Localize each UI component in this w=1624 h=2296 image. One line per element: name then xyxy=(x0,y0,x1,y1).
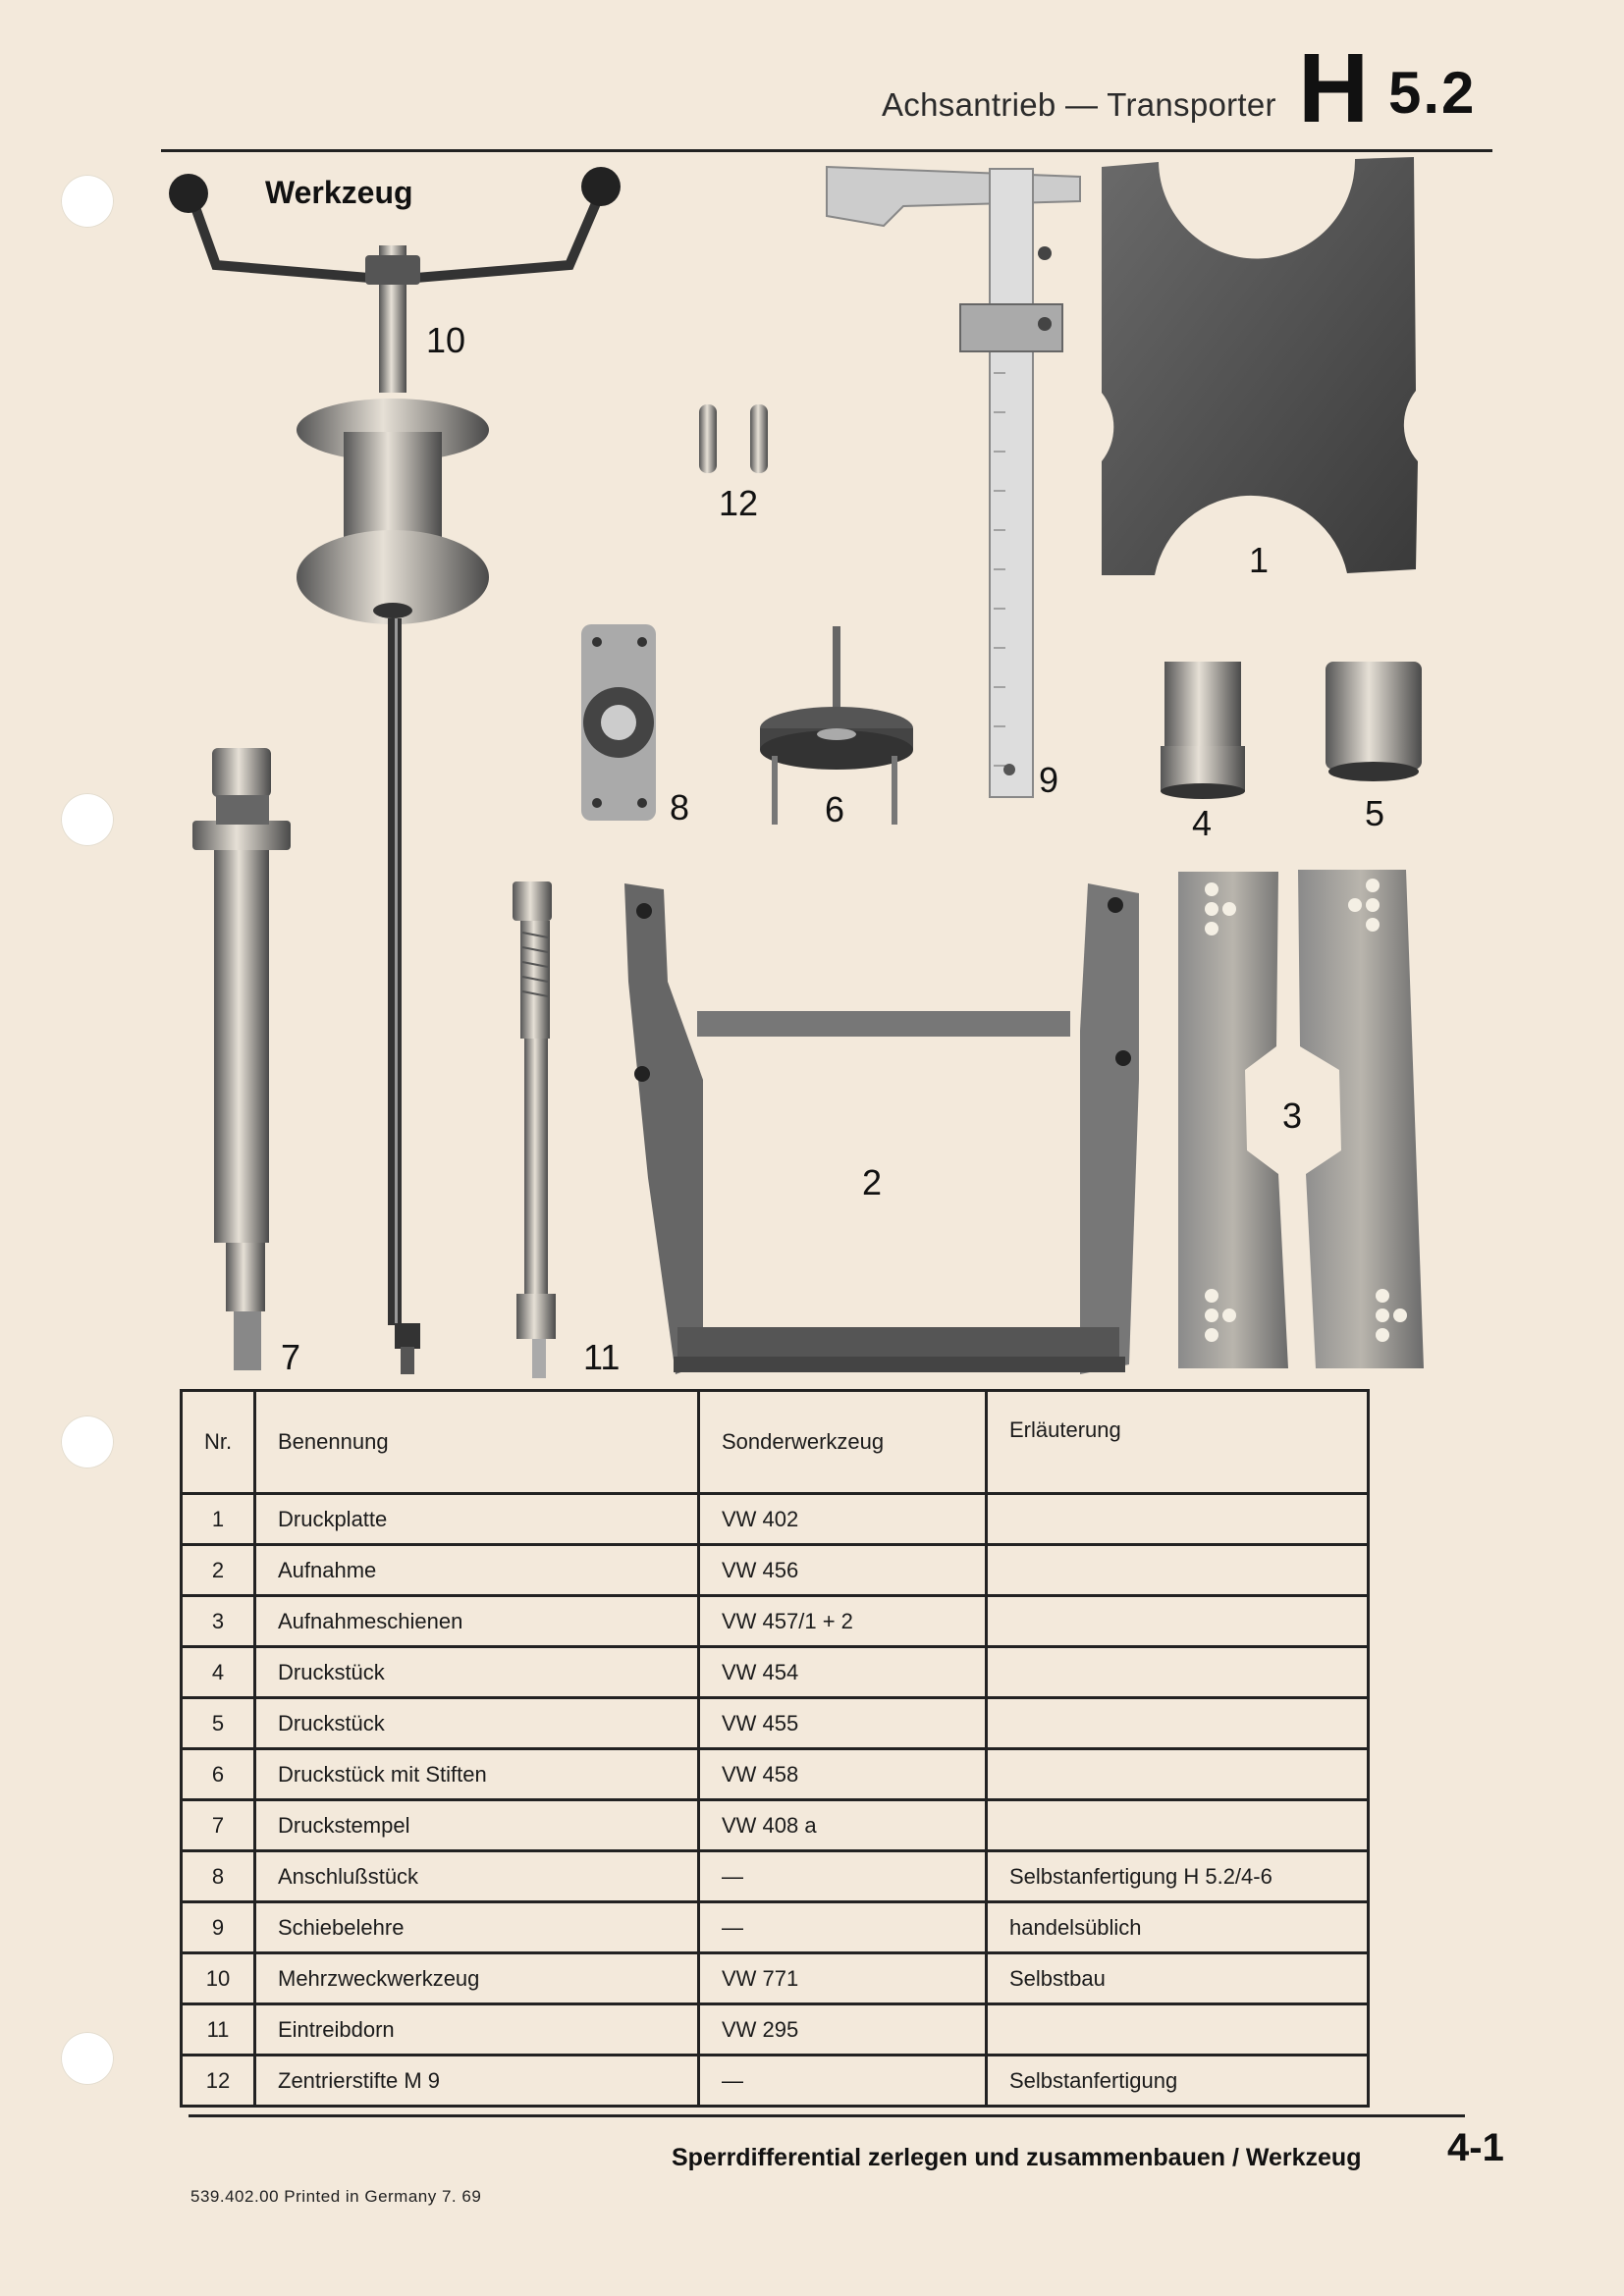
cell-benennung: Druckstück mit Stiften xyxy=(255,1749,699,1800)
cell-sonderwerkzeug: — xyxy=(699,1902,987,1953)
cell-sonderwerkzeug: VW 402 xyxy=(699,1494,987,1545)
label-tool-8: 8 xyxy=(670,787,690,828)
header-nr: Nr. xyxy=(182,1391,255,1494)
tool-7-pressure-ram xyxy=(192,748,291,1370)
cell-erlaeuterung: handelsüblich xyxy=(987,1902,1369,1953)
cell-benennung: Eintreibdorn xyxy=(255,2004,699,2056)
punch-hole xyxy=(61,2032,114,2085)
cell-erlaeuterung xyxy=(987,1545,1369,1596)
parts-table xyxy=(180,1389,1370,2108)
cell-sonderwerkzeug: VW 454 xyxy=(699,1647,987,1698)
table-row xyxy=(182,1902,1369,1953)
table-row xyxy=(182,1953,1369,2004)
label-tool-10: 10 xyxy=(426,320,466,360)
footer-rule xyxy=(189,2114,1465,2117)
cell-benennung: Anschlußstück xyxy=(255,1851,699,1902)
cell-erlaeuterung xyxy=(987,1596,1369,1647)
table-row xyxy=(182,1545,1369,1596)
page-number: 4-1 xyxy=(1447,2126,1504,2169)
cell-nr: 1 xyxy=(182,1494,255,1545)
table-row xyxy=(182,1596,1369,1647)
table-header-row xyxy=(182,1391,1369,1494)
cell-sonderwerkzeug: VW 456 xyxy=(699,1545,987,1596)
figure-title: Werkzeug xyxy=(265,175,413,210)
cell-erlaeuterung xyxy=(987,1749,1369,1800)
table-row xyxy=(182,1698,1369,1749)
cell-sonderwerkzeug: VW 295 xyxy=(699,2004,987,2056)
cell-sonderwerkzeug: VW 771 xyxy=(699,1953,987,2004)
cell-nr: 4 xyxy=(182,1647,255,1698)
cell-sonderwerkzeug: — xyxy=(699,2056,987,2107)
cell-nr: 9 xyxy=(182,1902,255,1953)
cell-nr: 8 xyxy=(182,1851,255,1902)
label-tool-5: 5 xyxy=(1365,793,1385,833)
cell-erlaeuterung: Selbstanfertigung xyxy=(987,2056,1369,2107)
punch-hole xyxy=(61,1415,114,1468)
label-tool-4: 4 xyxy=(1192,803,1213,843)
cell-benennung: Aufnahmeschienen xyxy=(255,1596,699,1647)
header-erlaeuterung: Erläuterung xyxy=(987,1391,1369,1494)
tool-4-pressure-piece xyxy=(1161,662,1245,799)
tool-11-drift xyxy=(513,881,556,1378)
footer-title: Sperrdifferential zerlegen und zusammenbauen / Werkzeug xyxy=(672,2144,1362,2171)
table-row xyxy=(182,2004,1369,2056)
cell-erlaeuterung xyxy=(987,1800,1369,1851)
cell-nr: 2 xyxy=(182,1545,255,1596)
print-info: 539.402.00 Printed in Germany 7. 69 xyxy=(190,2187,482,2206)
section-number: 5.2 xyxy=(1388,60,1477,126)
label-tool-3: 3 xyxy=(1282,1095,1303,1136)
cell-benennung: Druckstempel xyxy=(255,1800,699,1851)
cell-benennung: Schiebelehre xyxy=(255,1902,699,1953)
cell-nr: 5 xyxy=(182,1698,255,1749)
label-tool-9: 9 xyxy=(1039,760,1059,800)
cell-erlaeuterung: Selbstanfertigung H 5.2/4-6 xyxy=(987,1851,1369,1902)
cell-nr: 12 xyxy=(182,2056,255,2107)
cell-erlaeuterung: Selbstbau xyxy=(987,1953,1369,2004)
label-tool-7: 7 xyxy=(281,1337,301,1377)
table-row xyxy=(182,1494,1369,1545)
label-tool-6: 6 xyxy=(825,789,845,829)
section-letter: H xyxy=(1298,33,1370,143)
cell-erlaeuterung xyxy=(987,1698,1369,1749)
cell-nr: 6 xyxy=(182,1749,255,1800)
cell-benennung: Druckplatte xyxy=(255,1494,699,1545)
table-row xyxy=(182,1800,1369,1851)
header-sonderwerkzeug: Sonderwerkzeug xyxy=(699,1391,987,1494)
tool-9-caliper xyxy=(827,167,1080,797)
header-benennung: Benennung xyxy=(255,1391,699,1494)
cell-sonderwerkzeug: — xyxy=(699,1851,987,1902)
tool-1-pressure-plate xyxy=(1102,157,1418,575)
label-tool-11: 11 xyxy=(583,1337,621,1377)
cell-benennung: Druckstück xyxy=(255,1698,699,1749)
cell-benennung: Zentrierstifte M 9 xyxy=(255,2056,699,2107)
table-row xyxy=(182,1749,1369,1800)
cell-sonderwerkzeug: VW 408 a xyxy=(699,1800,987,1851)
cell-benennung: Mehrzweckwerkzeug xyxy=(255,1953,699,2004)
table-row xyxy=(182,1851,1369,1902)
cell-erlaeuterung xyxy=(987,1494,1369,1545)
cell-sonderwerkzeug: VW 457/1 + 2 xyxy=(699,1596,987,1647)
cell-erlaeuterung xyxy=(987,2004,1369,2056)
cell-sonderwerkzeug: VW 455 xyxy=(699,1698,987,1749)
table-row xyxy=(182,1647,1369,1698)
cell-nr: 7 xyxy=(182,1800,255,1851)
tool-5-pressure-piece xyxy=(1326,662,1422,781)
cell-nr: 11 xyxy=(182,2004,255,2056)
label-tool-12: 12 xyxy=(719,483,759,523)
label-tool-2: 2 xyxy=(862,1162,883,1202)
cell-benennung: Aufnahme xyxy=(255,1545,699,1596)
tool-8-connector xyxy=(581,624,656,821)
table-row xyxy=(182,2056,1369,2107)
cell-erlaeuterung xyxy=(987,1647,1369,1698)
cell-sonderwerkzeug: VW 458 xyxy=(699,1749,987,1800)
cell-benennung: Druckstück xyxy=(255,1647,699,1698)
header-subtitle: Achsantrieb — Transporter xyxy=(882,86,1276,123)
label-tool-1: 1 xyxy=(1249,540,1270,580)
tool-12-centering-pins xyxy=(699,404,768,473)
cell-nr: 3 xyxy=(182,1596,255,1647)
cell-nr: 10 xyxy=(182,1953,255,2004)
tool-2-mounting-frame xyxy=(624,883,1139,1374)
